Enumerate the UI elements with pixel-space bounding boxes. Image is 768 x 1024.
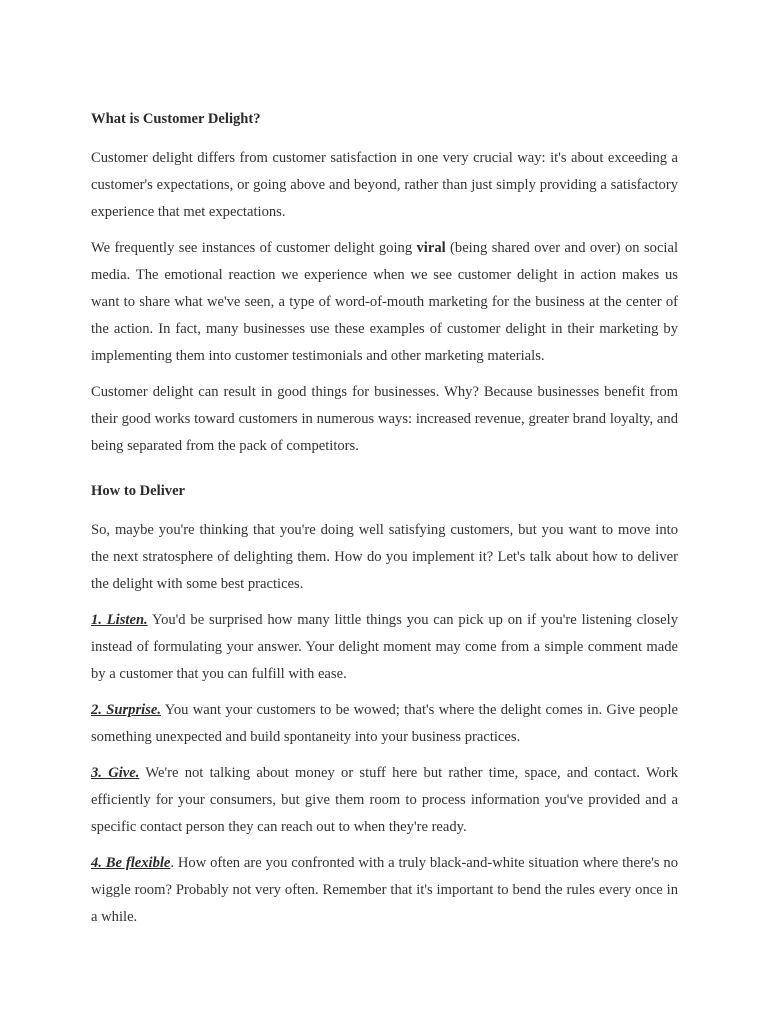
bold-term-viral: viral xyxy=(416,240,446,256)
paragraph-viral xyxy=(91,235,678,370)
tip-label: 4. Be flexible xyxy=(91,855,171,871)
tip-label: 3. Give. xyxy=(91,765,140,781)
paragraph-text: Customer delight can result in good things for businesses. Why? Because businesses benefit from their good works toward customers in numerous ways: increased revenue, greater brand loyalty, and being separated from the pack of competitors. xyxy=(91,384,678,454)
tip-text: You want your customers to be wowed; that's where the delight comes in. Give people something unexpected and build spontaneity into your business practices. xyxy=(91,702,679,745)
section-heading-what-is-customer-delight: What is Customer Delight? xyxy=(91,111,261,127)
tip-surprise xyxy=(91,697,678,751)
tip-give xyxy=(91,760,678,841)
paragraph-text: So, maybe you're thinking that you're doing well satisfying customers, but you want to move into the next stratosphere of delighting them. How do you implement it? Let's talk about how to deliver the delight with some best practices. xyxy=(91,522,678,592)
tip-text: . How often are you confronted with a truly black-and-white situation where there's no wiggle room? Probably not very often. Remember that it's important to bend the rules every once in a while. xyxy=(91,855,678,925)
paragraph-benefits xyxy=(91,379,678,460)
paragraph-text: (being shared over and over) on social media. The emotional reaction we experience when we see customer delight in action makes us want to share what we've seen, a type of word-of-mouth marketing for the business at the center of the action. In fact, many businesses use these examples of customer delight in their marketing by implementing them into customer testimonials and other marketing materials. xyxy=(91,240,679,364)
tip-text: We're not talking about money or stuff here but rather time, space, and contact. Work efficiently for your consumers, but give them room to process information you've provided and a specific contact person they can reach out to when they're ready. xyxy=(91,765,679,835)
document-page xyxy=(91,106,678,940)
paragraph-definition xyxy=(91,145,678,226)
section-heading-how-to-deliver: How to Deliver xyxy=(91,483,186,499)
paragraph-intro xyxy=(91,517,678,598)
paragraph-text: Customer delight differs from customer satisfaction in one very crucial way: it's about exceeding a customer's expectations, or going above and beyond, rather than just simply providing a satisfactory experience that met expectations. xyxy=(91,150,678,220)
tip-be-flexible xyxy=(91,850,678,931)
tip-listen xyxy=(91,607,678,688)
paragraph-text: We frequently see instances of customer delight going xyxy=(91,240,417,256)
tip-label: 2. Surprise. xyxy=(91,702,161,718)
tip-text: You'd be surprised how many little things you can pick up on if you're listening closely instead of formulating your answer. Your delight moment may come from a simple comment made by a customer that you can fulfill with ease. xyxy=(91,612,678,682)
tip-label: 1. Listen. xyxy=(91,612,148,628)
